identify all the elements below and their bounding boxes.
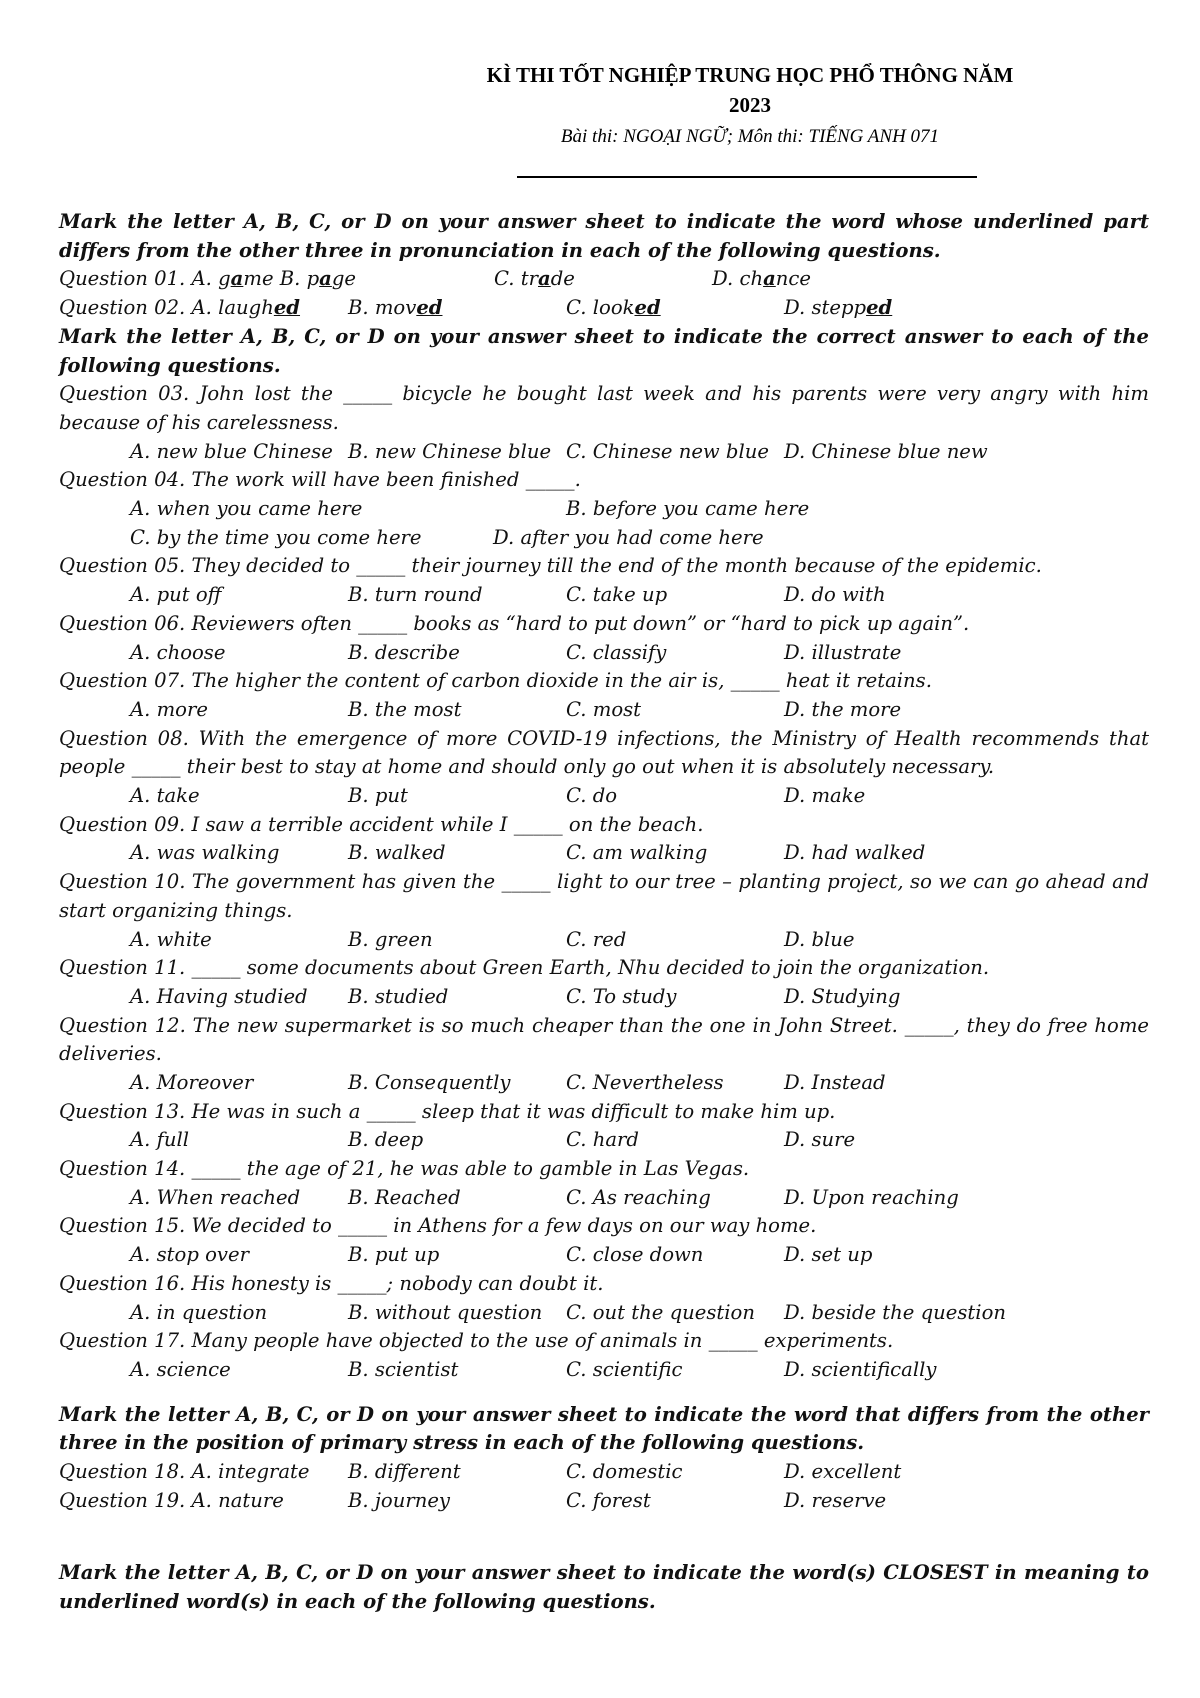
section-instruction-stress: Mark the letter A, B, C, or D on your answer sheet to indicate the word that differs from the other three in the position of primary stress in each of the following questions. [59, 1402, 1149, 1455]
option-d: D. do with [784, 583, 886, 607]
option-d: D. sure [784, 1128, 856, 1152]
option-d: D. Chinese blue new [784, 439, 988, 463]
question-02 [59, 294, 1149, 323]
question-06-stem: Question 06. Reviewers often _____ books as “hard to put down” or “hard to pick up again”. [59, 611, 970, 635]
question-04-stem: Question 04. The work will have been finished _____. [59, 468, 581, 492]
option-c: C. To study [566, 984, 677, 1008]
question-19 [59, 1487, 1149, 1516]
exam-title: KÌ THI TỐT NGHIỆP TRUNG HỌC PHỔ THÔNG NĂM [486, 63, 1014, 87]
header-divider [517, 176, 977, 178]
question-14-options [59, 1184, 1149, 1213]
question-01-d: D. chance [712, 267, 811, 291]
question-17-stem: Question 17. Many people have objected to the use of animals in _____ experiments. [59, 1329, 894, 1353]
option-b: B. before you came here [566, 497, 810, 521]
option-d: D. Upon reaching [784, 1185, 959, 1209]
option-a: A. choose [130, 640, 226, 664]
option-c: C. most [566, 697, 642, 721]
question-18 [59, 1458, 1149, 1487]
option-b: B. walked [348, 841, 446, 865]
option-a: A. new blue Chinese [130, 439, 333, 463]
option-b: B. scientist [348, 1357, 459, 1381]
option-c: C. As reaching [566, 1185, 711, 1209]
option-c: C. am walking [566, 841, 708, 865]
question-12-options [59, 1069, 1149, 1098]
option-c: C. do [566, 784, 618, 807]
option-a: A. Moreover [130, 1071, 254, 1094]
option-d: D. excellent [784, 1460, 902, 1484]
question-12-stem: Question 12. The new supermarket is so much cheaper than the one in John Street. _____, they do free home deliveries. [59, 1013, 1149, 1066]
option-c: C. take up [566, 583, 668, 607]
question-01 [59, 265, 1149, 294]
option-b: B. new Chinese blue [348, 439, 552, 463]
question-10-options [59, 926, 1149, 955]
option-b: B. green [348, 927, 433, 951]
option-a: A. put off [130, 583, 222, 607]
option-a: A. take [130, 784, 200, 807]
option-b: B. without question [348, 1300, 543, 1324]
option-c: C. Nevertheless [566, 1071, 724, 1094]
option-a: A. stop over [130, 1243, 249, 1267]
question-13-stem: Question 13. He was in such a _____ sleep that it was difficult to make him up. [59, 1099, 836, 1123]
question-11-stem: Question 11. _____ some documents about Green Earth, Nhu decided to join the organization. [59, 956, 990, 980]
option-b: B. the most [348, 697, 462, 721]
option-b: B. deep [348, 1128, 424, 1152]
option-b: B. put up [348, 1243, 440, 1267]
question-05-stem: Question 05. They decided to _____ their journey till the end of the month because of the epidemic. [59, 554, 1042, 578]
option-a: A. in question [130, 1300, 268, 1324]
question-08-options [59, 782, 1149, 811]
question-09-options [59, 839, 1149, 868]
question-05-options [59, 581, 1149, 610]
option-c: C. domestic [566, 1460, 683, 1484]
option-c: C. by the time you come here [130, 525, 422, 549]
option-c: C. out the question [566, 1300, 755, 1324]
option-c: C. scientific [566, 1357, 683, 1381]
option-d: D. make [784, 784, 866, 807]
option-b: B. turn round [348, 583, 483, 607]
question-02-a: Question 02. A. laughed [59, 296, 301, 320]
option-d: D. had walked [784, 841, 926, 865]
option-d: D. Studying [784, 984, 901, 1008]
section-instruction-closest-meaning: Mark the letter A, B, C, or D on your answer sheet to indicate the word(s) CLOSEST in meaning to underlined word(s) in each of the following questions. [59, 1561, 1149, 1614]
option-c: C. forest [566, 1488, 651, 1512]
exam-year: 2023 [729, 93, 771, 117]
question-11-options [59, 983, 1149, 1012]
option-a: A. full [130, 1128, 190, 1152]
question-16-stem: Question 16. His honesty is _____; nobody can doubt it. [59, 1271, 604, 1295]
option-b: B. different [348, 1460, 461, 1484]
option-b: B. put [348, 784, 408, 807]
question-18-a: Question 18. A. integrate [59, 1460, 310, 1484]
question-01-c: C. trade [494, 267, 575, 291]
option-a: A. white [130, 927, 212, 951]
option-d: D. illustrate [784, 640, 902, 664]
option-a: A. Having studied [130, 984, 308, 1008]
exam-header [440, 60, 1060, 154]
question-02-b: B. moved [348, 296, 443, 320]
question-16-options [59, 1299, 1149, 1328]
question-15-stem: Question 15. We decided to _____ in Athens for a few days on our way home. [59, 1214, 817, 1238]
question-04-options-cd [59, 524, 1149, 553]
question-03-options [59, 438, 1149, 467]
option-b: B. studied [348, 984, 449, 1008]
option-a: A. science [130, 1357, 231, 1381]
question-19-a: Question 19. A. nature [59, 1488, 284, 1512]
option-d: D. reserve [784, 1488, 887, 1512]
exam-subtitle: Bài thi: NGOẠI NGỮ; Môn thi: TIẾNG ANH 071 [560, 126, 940, 147]
question-02-d: D. stepped [784, 296, 893, 320]
question-13-options [59, 1126, 1149, 1155]
option-d: D. the more [784, 697, 902, 721]
option-d: D. after you had come here [493, 525, 764, 549]
question-09-stem: Question 09. I saw a terrible accident while I _____ on the beach. [59, 812, 704, 836]
question-07-stem: Question 07. The higher the content of carbon dioxide in the air is, _____ heat it retains. [59, 669, 932, 693]
exam-content [59, 208, 1149, 1617]
question-02-c: C. looked [566, 296, 661, 320]
question-04-options-ab [59, 495, 1149, 524]
question-15-options [59, 1241, 1149, 1270]
question-03-stem: Question 03. John lost the _____ bicycle he bought last week and his parents were very angry with him because of his carelessness. [59, 382, 1149, 434]
option-c: C. classify [566, 640, 667, 664]
option-d: D. beside the question [784, 1300, 1006, 1324]
question-08-stem: Question 08. With the emergence of more COVID-19 infections, the Ministry of Health recommends that people _____ their best to stay at home and should only go out when it is absolutely necessary. [59, 726, 1149, 779]
question-06-options [59, 639, 1149, 668]
option-c: C. Chinese new blue [566, 439, 769, 463]
section-instruction-pronunciation: Mark the letter A, B, C, or D on your answer sheet to indicate the word whose underlined part differs from the other three in pronunciation in each of the following questions. [59, 210, 1149, 262]
option-a: A. when you came here [130, 497, 363, 521]
option-c: C. hard [566, 1128, 639, 1152]
option-d: D. blue [784, 927, 855, 951]
option-c: C. close down [566, 1243, 704, 1267]
option-b: B. describe [348, 640, 460, 664]
option-a: A. was walking [130, 841, 280, 865]
option-a: A. When reached [130, 1185, 301, 1209]
section-instruction-correct-answer: Mark the letter A, B, C, or D on your answer sheet to indicate the correct answer to each of the following questions. [59, 324, 1149, 377]
question-10-stem: Question 10. The government has given the _____ light to our tree – planting project, so we can go ahead and start organizing things. [59, 870, 1149, 922]
option-d: D. scientifically [784, 1357, 937, 1381]
option-b: B. Reached [348, 1185, 461, 1209]
option-d: D. Instead [784, 1071, 886, 1094]
option-b: B. journey [348, 1488, 450, 1512]
option-d: D. set up [784, 1243, 873, 1267]
option-c: C. red [566, 927, 627, 951]
option-a: A. more [130, 697, 208, 721]
question-14-stem: Question 14. _____ the age of 21, he was able to gamble in Las Vegas. [59, 1157, 750, 1181]
option-b: B. Consequently [348, 1071, 511, 1094]
question-17-options [59, 1356, 1149, 1385]
question-07-options [59, 696, 1149, 725]
question-01-ab: Question 01. A. game B. page [59, 267, 357, 291]
